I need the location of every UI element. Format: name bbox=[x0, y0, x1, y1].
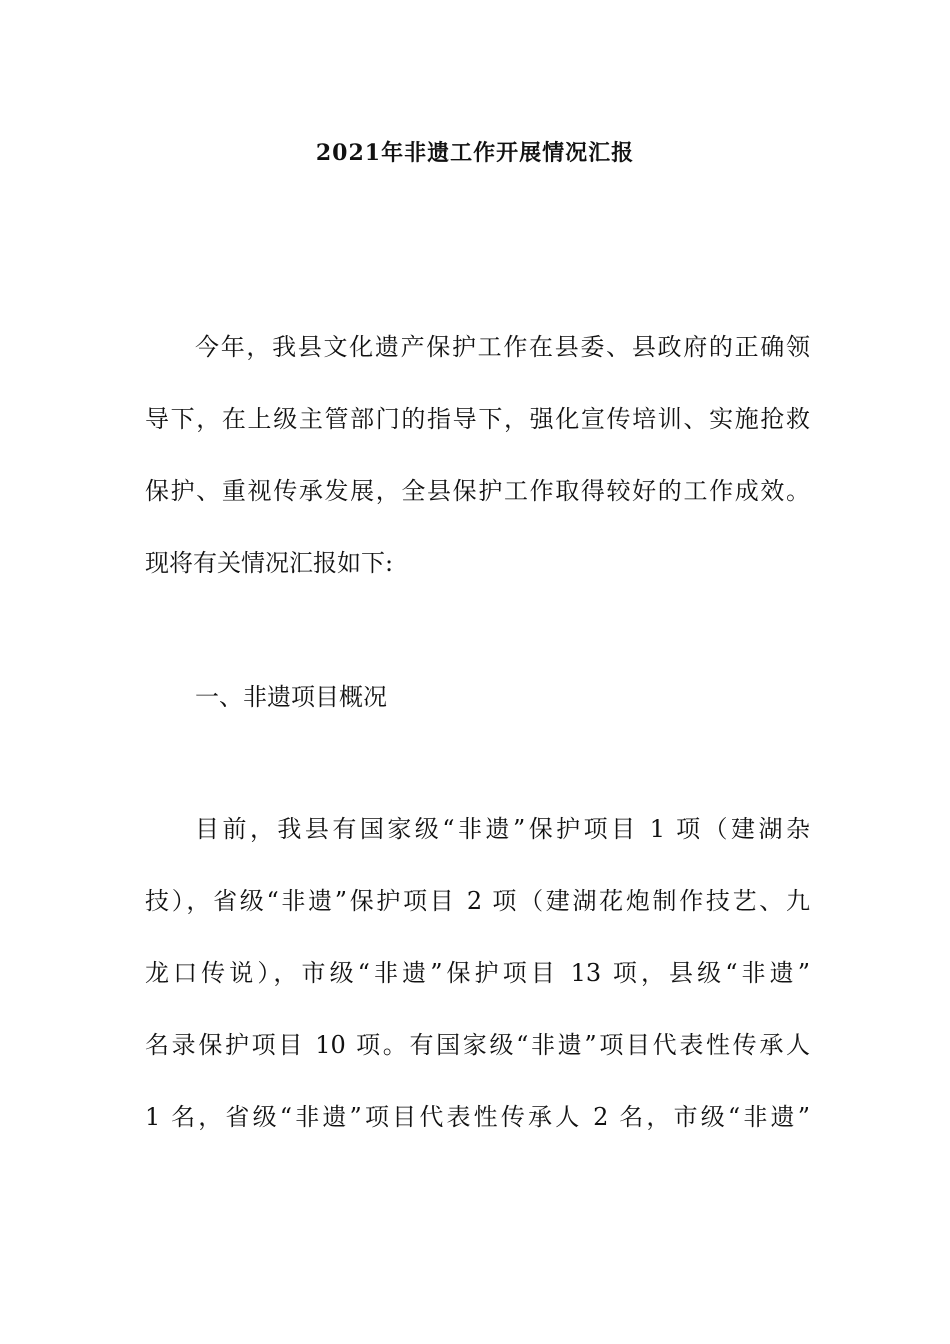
paragraph-1-line-4: 现将有关情况汇报如下: bbox=[145, 549, 394, 577]
paragraph-2-line-1: 目前，我县有国家级“非遗”保护项目 1 项（建湖杂 bbox=[195, 815, 810, 843]
paragraph-2-line-5: 1 名，省级“非遗”项目代表性传承人 2 名，市级“非遗” bbox=[145, 1103, 810, 1131]
paragraph-2-line-2: 技），省级“非遗”保护项目 2 项（建湖花炮制作技艺、九 bbox=[145, 887, 810, 915]
section-1-heading: 一、非遗项目概况 bbox=[195, 683, 387, 711]
paragraph-2-line-4: 名录保护项目 10 项。有国家级“非遗”项目代表性传承人 bbox=[145, 1031, 810, 1059]
paragraph-2-line-3: 龙口传说），市级“非遗”保护项目 13 项，县级“非遗” bbox=[145, 959, 810, 987]
paragraph-1-line-2: 导下，在上级主管部门的指导下，强化宣传培训、实施抢救 bbox=[145, 405, 810, 433]
document-title: 2021年非遗工作开展情况汇报 bbox=[315, 140, 635, 166]
paragraph-1-line-1: 今年，我县文化遗产保护工作在县委、县政府的正确领 bbox=[195, 333, 810, 361]
paragraph-1-line-3: 保护、重视传承发展，全县保护工作取得较好的工作成效。 bbox=[145, 477, 810, 505]
